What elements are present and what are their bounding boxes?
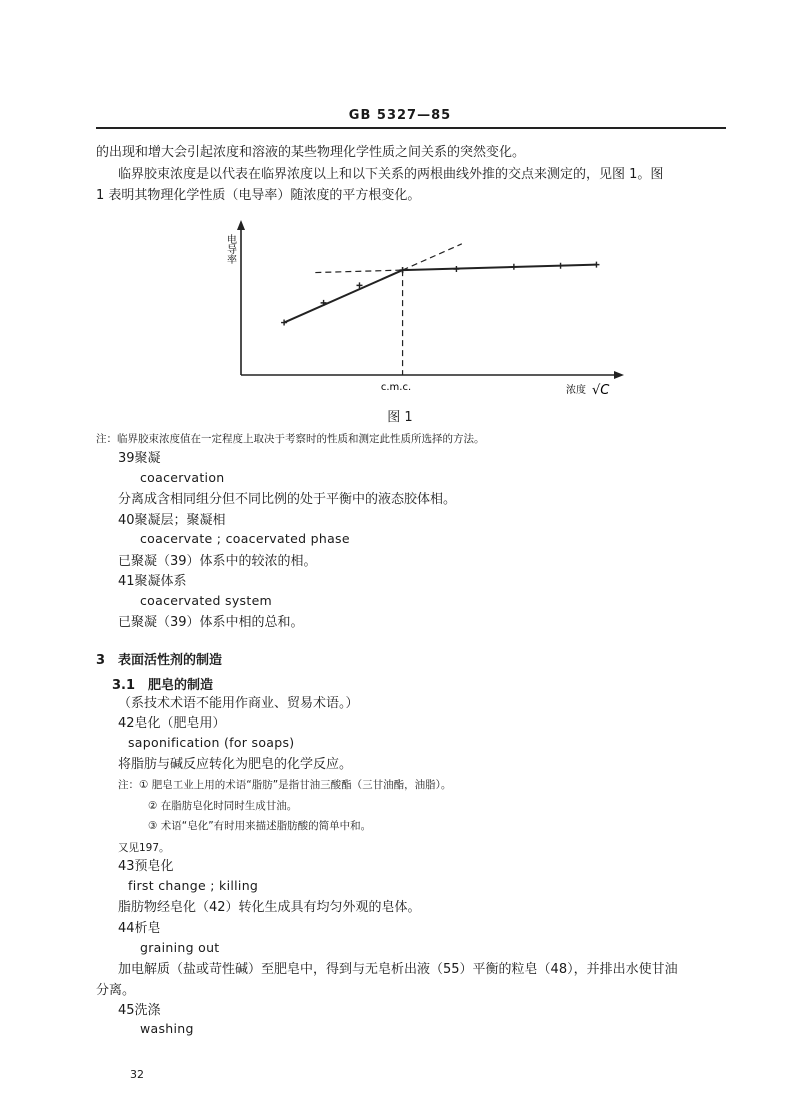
entry-43-definition: 脂肪物经皂化（42）转化生成具有均匀外观的皂体。 xyxy=(118,900,421,915)
entry-41-definition: 已聚凝（39）体系中相的总和。 xyxy=(118,615,304,630)
series-1-line xyxy=(284,270,402,322)
header-rule xyxy=(96,127,726,129)
x-axis-symbol: √C xyxy=(592,383,610,398)
entry-42-note-2: ② 在脂肪皂化时同时生成甘油。 xyxy=(148,800,298,812)
entry-40-definition: 已聚凝（39）体系中的较浓的相。 xyxy=(118,554,317,569)
intro-line-1: 的出现和增大会引起浓度和溶液的某些物理化学性质之间关系的突然变化。 xyxy=(96,145,526,160)
section-3-heading: 3 表面活性剂的制造 xyxy=(96,653,223,668)
entry-41-english: coacervated system xyxy=(140,593,273,608)
entry-40-term: 40聚凝层；聚凝相 xyxy=(118,513,226,528)
intro-line-3: 1 表明其物理化学性质（电导率）随浓度的平方根变化。 xyxy=(96,188,421,203)
intro-line-2: 临界胶束浓度是以代表在临界浓度以上和以下关系的两根曲线外推的交点来测定的，见图 1。图 xyxy=(118,167,664,182)
series-1-extrapolation xyxy=(403,244,462,270)
entry-40-english: coacervate ; coacervated phase xyxy=(140,531,350,546)
page-number: 32 xyxy=(130,1068,144,1081)
entry-39-term: 39聚凝 xyxy=(118,451,161,466)
series-2-point xyxy=(453,266,459,272)
entry-43-english: first change ; killing xyxy=(128,878,259,893)
section-3-1-heading: 3.1 肥皂的制造 xyxy=(112,678,214,693)
entry-42-see-also: 又见197。 xyxy=(118,842,170,854)
entry-44-definition-line-2: 分离。 xyxy=(96,983,136,998)
series-1-point xyxy=(281,320,287,326)
series-2-extrapolation xyxy=(315,270,402,272)
standard-number-header: GB 5327—85 xyxy=(348,108,452,123)
entry-42-english: saponification (for soaps) xyxy=(128,735,295,750)
y-axis-arrow-icon xyxy=(237,220,245,230)
entry-42-definition: 将脂肪与碱反应转化为肥皂的化学反应。 xyxy=(118,757,353,772)
entry-39-definition: 分离成含相同组分但不同比例的处于平衡中的液态胶体相。 xyxy=(118,492,457,507)
series-2-point xyxy=(558,263,564,269)
entry-42-note-1: 注：① 肥皂工业上用的术语“脂肪”是指甘油三酸酯（三甘油酯，油脂）。 xyxy=(118,779,452,791)
entry-43-term: 43预皂化 xyxy=(118,859,174,874)
y-axis-label: 电导率 xyxy=(224,234,236,264)
x-axis-label: 浓度 xyxy=(566,385,586,396)
entry-44-english: graining out xyxy=(140,940,220,955)
series-2-point xyxy=(511,264,517,270)
entry-45-english: washing xyxy=(140,1021,194,1036)
entry-42-term: 42皂化（肥皂用） xyxy=(118,716,226,731)
series-2-line xyxy=(403,265,597,270)
figure-note: 注：临界胶束浓度值在一定程度上取决于考察时的性质和测定此性质所选择的方法。 xyxy=(96,433,485,445)
series-2-point xyxy=(593,262,599,268)
entry-45-term: 45洗涤 xyxy=(118,1003,161,1018)
conductivity-cmc-chart xyxy=(200,212,640,412)
entry-39-english: coacervation xyxy=(140,470,225,485)
section-3-1-note: （系技术术语不能用作商业、贸易术语。） xyxy=(118,696,359,711)
x-axis-arrow-icon xyxy=(614,371,624,379)
figure-caption: 图 1 xyxy=(387,410,413,425)
entry-44-term: 44析皂 xyxy=(118,921,161,936)
chart-axes xyxy=(237,220,624,379)
cmc-label: c.m.c. xyxy=(380,382,412,393)
entry-42-note-3: ③ 术语“皂化”有时用来描述脂肪酸的简单中和。 xyxy=(148,820,372,832)
entry-41-term: 41聚凝体系 xyxy=(118,574,187,589)
entry-44-definition-line-1: 加电解质（盐或苛性碱）至肥皂中，得到与无皂析出液（55）平衡的粒皂（48），并排出水使甘油 xyxy=(118,962,678,977)
